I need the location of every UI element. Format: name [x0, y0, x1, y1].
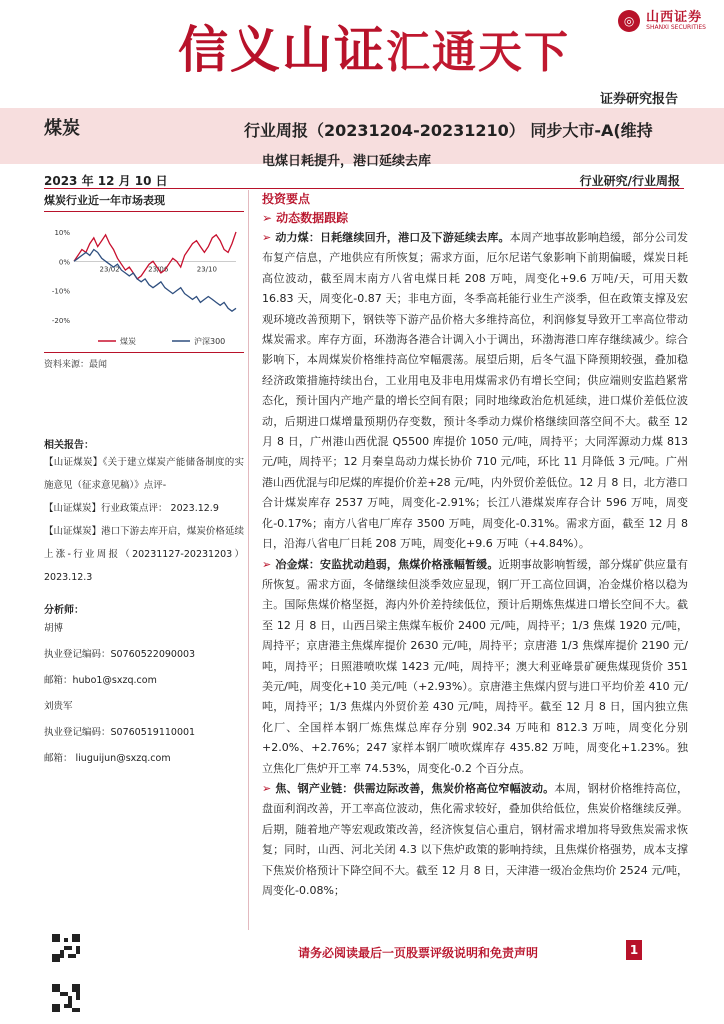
analyst-license: 执业登记编码：S0760522090003	[44, 649, 196, 660]
logo-emblem-icon: ◎	[618, 10, 640, 32]
analyst-license: 执业登记编码：S0760519110001	[44, 727, 196, 738]
slogan-part1: 信义山证	[178, 20, 386, 79]
arrow-bullet-icon: ➢	[262, 557, 272, 571]
disclaimer-notice: 请务必阅读最后一页股票评级说明和免责声明	[298, 946, 539, 960]
analyst-email[interactable]: 邮箱：hubo1@sxzq.com	[44, 675, 157, 686]
report-category: 行业研究/行业周报	[579, 174, 680, 188]
slogan	[178, 10, 570, 82]
column-divider	[248, 190, 249, 930]
analyst-heading: 分析师：	[44, 605, 84, 616]
sub-heading: ➢ 动态数据跟踪	[262, 211, 349, 225]
related-report-1[interactable]: 【山证煤炭】《关于建立煤炭产能储备制度的实施意见（征求意见稿）》点评-	[44, 457, 244, 491]
y-tick-label: -10%	[51, 287, 70, 296]
sidebar	[44, 190, 244, 772]
arrow-bullet-icon: ➢	[262, 231, 272, 244]
x-tick-label: 23/02	[99, 265, 120, 274]
report-date: 2023 年 12 月 10 日	[44, 174, 168, 188]
qr-code-icon	[52, 934, 80, 962]
slogan-part2: 汇通天下	[386, 27, 570, 78]
logo-name-en: SHANXI SECURITIES	[646, 23, 706, 31]
qr-code-icon	[52, 984, 80, 1012]
report-type: 证券研究报告	[599, 92, 678, 107]
main-content	[262, 190, 688, 901]
logo-name: 山西证券	[646, 9, 703, 25]
chart-source: 资料来源：最闻	[44, 360, 108, 370]
arrow-bullet-icon: ➢	[262, 781, 272, 795]
y-tick-label: -20%	[51, 317, 70, 325]
y-tick-label: 10%	[54, 228, 70, 237]
related-report-2[interactable]: 【山证煤炭】行业政策点评： 2023.12.9	[44, 503, 219, 514]
series-line-csi300	[74, 250, 236, 312]
legend-label: 煤炭	[120, 337, 136, 346]
analyst-email[interactable]: 邮箱： liuguijun@sxzq.com	[44, 753, 171, 764]
x-tick-label: 23/10	[196, 265, 217, 274]
chart-heading: 煤炭行业近一年市场表现	[44, 190, 244, 212]
page-number: 1	[626, 940, 642, 960]
legend-label: 沪深300	[194, 337, 226, 346]
paragraph-coking-coal: ➢ 冶金煤：安监扰动趋弱，焦煤价格涨幅暂缓。近期事故影响暂缓，部分煤矿供应量有所恢复。需求方面，冬储继续但淡季效应显现，钢厂开工高位回调，冶金煤价格以稳为主。国际焦煤价格坚挺，海内外价差持续低位，预计后期炼焦煤进口增长空间不大。截至 12 月 8 日，山西吕梁主焦煤车板价 2400 元/吨，周持平；1/3 焦煤 1920 元/吨，周持平；京唐港主焦煤库提价 2630 元/吨，周持平；京唐港 1/3 焦煤库提价 2190 元/吨，周持平；日照港喷吹煤 1423 元/吨，周持平；澳大利亚峰景矿硬焦煤现货价 351 美元/吨，周变化+10 美元/吨（+2.93%）。京唐港主焦煤内贸与进口平均价差 410 元/吨，周持平；1/3 焦煤内外贸价差 430 元/吨，周持平。截至 12 月 8 日，国内独立焦化厂、全国样本钢厂炼焦煤总库存分别 902.34 万吨和 812.3 万吨，周变化分别+2.0%、+2.76%；247 家样本钢厂喷吹煤库存 435.82 万吨，周变化+1.23%。独立焦化厂焦炉开工率 74.53%，周变化-0.2 个百分点。	[262, 557, 688, 775]
chart-svg	[44, 212, 244, 352]
arrow-bullet-icon: ➢	[262, 211, 273, 225]
company-logo	[618, 8, 706, 34]
paragraph-coke-steel: ➢ 焦、钢产业链：供需边际改善，焦炭价格高位窄幅波动。本周，钢材价格维持高位，盘面利润改善，开工率高位波动，焦化需求较好，叠加供给低位，焦炭价格继续反弹。后期，随着地产等宏观政策改善，经济恢复信心重启，钢材需求增加将导致焦炭需求恢复；同时，山西、河北关闭 4.3 以下焦炉政策的影响持续，且焦煤价格强势，成本支撑下焦炭价格预计下降空间不大。截至 12 月 8 日，天津港一级冶金焦均价 2524 元/吨，周变化-0.08%；	[262, 781, 688, 897]
x-tick-label: 23/06	[148, 265, 169, 274]
industry-name: 煤炭	[44, 118, 80, 139]
market-performance-chart	[44, 212, 244, 353]
paragraph-thermal-coal: ➢ 动力煤：日耗继续回升，港口及下游延续去库。本周产地事故影响趋缓，部分公司发布复产信息，产地供应有所恢复；需求方面，厄尔尼诺气象影响下前期偏暖，煤炭日耗高位波动，截至周末南方八省电煤日耗 208 万吨，周变化+9.6 万吨/天，可用天数 16.83 天，周变化-0.87 天；非电方面，冬季高耗能行业生产淡季，但在政策支撑及宏观环境改善预期下，钢铁等下游产品价格大多维持高位，利润修复导致开工率高位带动煤炭需求。库存方面，环渤海各港合计调入小于调出，环渤海港口库存继续减少。综合影响下，本周煤炭价格维持高位窄幅震荡。展望后期，后冬气温下降预期较强，叠加稳经济政策措施持续出台，工业用电及非电用煤需求仍有增长空间；供应端则安监趋紧常态化，预计国内产地产量的增长空间有限；同时地缘政治危机延续，进口煤价差低位波动，后期进口煤增量预期仍存变数，预计冬季动力煤价格继续回落空间不大。截至 12 月 8 日，广州港山西优混 Q5500 库提价 1050 元/吨，周持平；大同浑源动力煤 813 元/吨，周持平；12 月秦皇岛动力煤长协价 710 元/吨，环比 11 月降低 3 元/吨。广州港山西优混与印尼煤的库提价价差+28 元/吨，内外贸价差低位。12 月 8 日，北方港口合计煤炭库存 2537 万吨，周变化-2.91%；长江八港煤炭库存合计 596 万吨，周变化-0.17%；南方八省电厂库存 3500 万吨，周变化-0.31%。需求方面，截至 12 月 8 日，沿海八省电厂日耗 208 万吨，周变化+9.6 万吨（+4.84%）。	[262, 231, 688, 551]
report-subtitle: 电煤日耗提升，港口延续去库	[262, 154, 432, 169]
investment-heading: 投资要点	[262, 192, 311, 206]
related-heading: 相关报告：	[44, 440, 94, 451]
analyst-name: 胡博	[44, 623, 64, 634]
related-report-3[interactable]: 【山证煤炭】港口下游去库开启，煤炭价格延续上涨-行业周报（20231127-20231203） 2023.12.3	[44, 526, 244, 583]
report-title: 行业周报（20231204-20231210） 同步大市-A(维持	[244, 121, 653, 140]
y-tick-label: 0%	[58, 258, 70, 267]
header-banner	[0, 0, 724, 108]
analyst-name: 刘贵军	[44, 701, 73, 712]
